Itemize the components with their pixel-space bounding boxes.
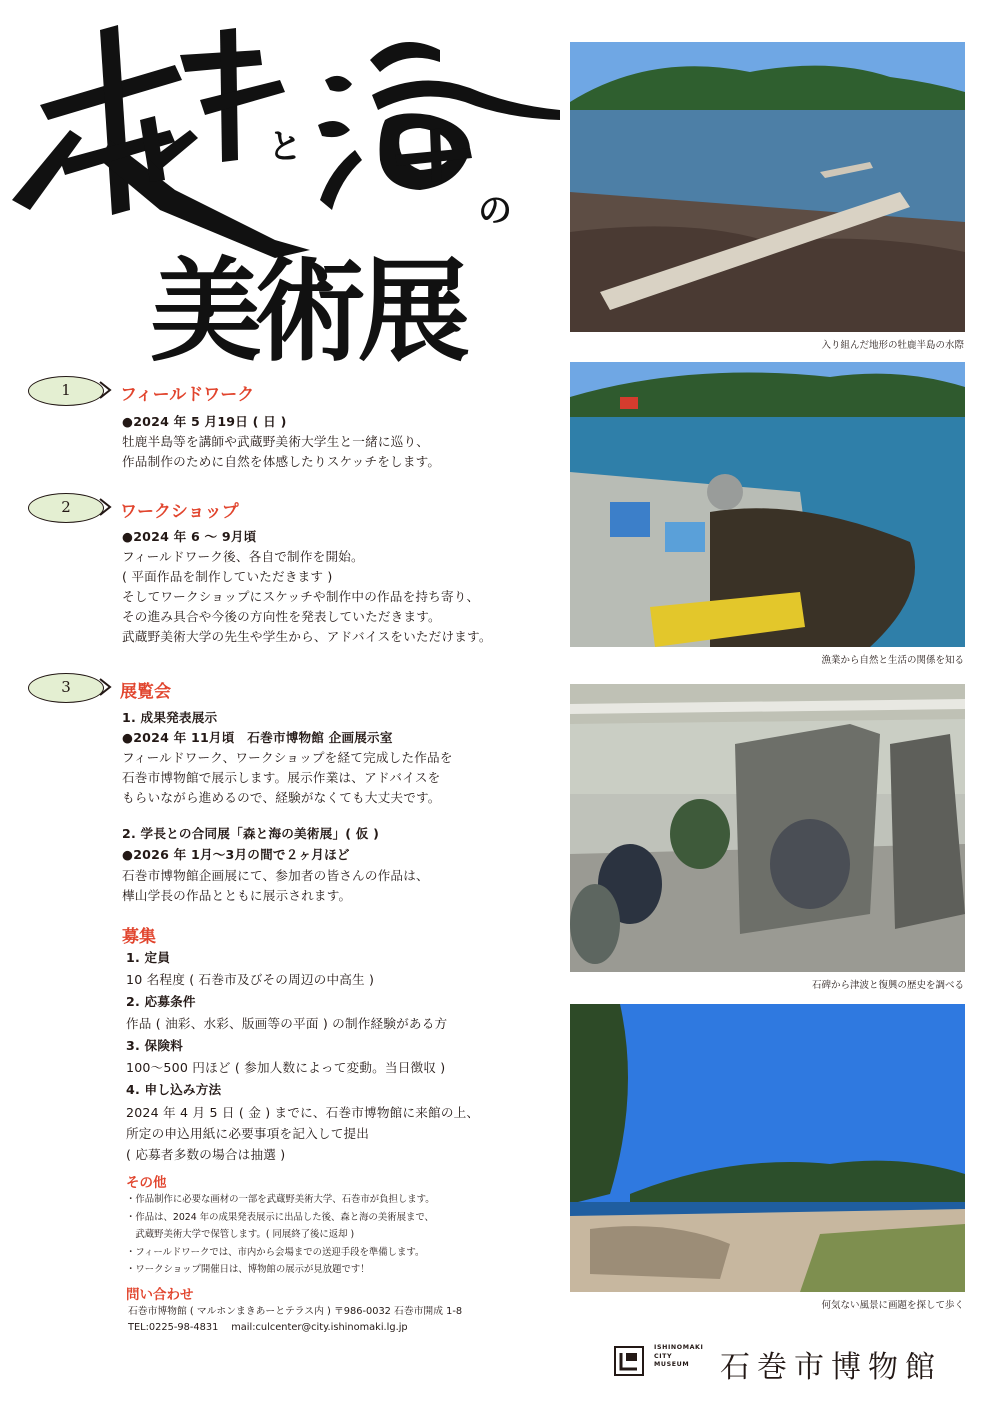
other-notes: ・作品制作に必要な画材の一部を武蔵野美術大学、石巻市が負担します。 ・作品は、2024 年の成果発表展示に出品した後、森と海の美術展まで、 武蔵野美術大学で保管します。( 同展終了後に返却 ) ・フィールドワークでは、市内から会場までの送迎手段を準備します。 ・ワークショップ開催日は、博物館の展示が見放題です！ bbox=[126, 1194, 435, 1275]
section-title-exhibition: 展覧会 bbox=[120, 682, 171, 702]
photo-landscape-walk bbox=[570, 1004, 965, 1292]
exhibition-title bbox=[0, 10, 560, 370]
workshop-description: フィールドワーク後、各自で制作を開始。 ( 平面作品を制作していただきます ) そしてワークショップにスケッチや制作中の作品を持ち寄り、 その進み具合や今後の方向性を発表していただきます。 武蔵野美術大学の先生や学生から、アドバイスをいただけます。 bbox=[122, 549, 492, 644]
title-no: の bbox=[478, 191, 512, 231]
section-number-1: 1 bbox=[28, 376, 104, 406]
photo-fishing-boat bbox=[570, 362, 965, 647]
other-title: その他 bbox=[126, 1175, 167, 1191]
museum-logo bbox=[614, 1344, 974, 1384]
exhibition-sub2-description: 石巻市博物館企画展にて、参加者の皆さんの作品は、 樺山学長の作品とともに展示されます。 bbox=[122, 868, 429, 903]
recruit-item-label: 2. 応募条件 bbox=[126, 994, 196, 1009]
exhibition-sub1-title: 1. 成果発表展示 bbox=[122, 710, 218, 725]
title-brush-mori bbox=[12, 25, 310, 258]
recruit-title: 募集 bbox=[122, 927, 156, 947]
exhibition-sub2-date: ●2026 年 1月〜3月の間で２ヶ月ほど bbox=[122, 847, 350, 862]
photo-waterside bbox=[570, 42, 965, 332]
museum-logo-japanese: 石巻市博物館 bbox=[720, 1350, 942, 1385]
contact-title: 問い合わせ bbox=[126, 1287, 194, 1303]
photo-caption: 石碑から津波と復興の歴史を調べる bbox=[811, 980, 964, 991]
title-to: と bbox=[268, 127, 302, 167]
photo-stone-monument bbox=[570, 684, 965, 972]
exhibition-sub1-description: フィールドワーク、ワークショップを経て完成した作品を 石巻市博物館で展示します。展示作業は、アドバイスを もらいながら進めるので、経験がなくても大丈夫です。 bbox=[122, 750, 453, 805]
section-number-3: 3 bbox=[28, 673, 104, 703]
section-number-2: 2 bbox=[28, 493, 104, 523]
photo-caption: 何気ない風景に画題を探して歩く bbox=[821, 1300, 964, 1311]
title-brush-umi bbox=[318, 42, 560, 210]
photo-caption: 漁業から自然と生活の関係を知る bbox=[821, 655, 964, 666]
photo-caption: 入り組んだ地形の牡鹿半島の水際 bbox=[821, 340, 964, 351]
exhibition-sub1-date: ●2024 年 11月頃 石巻市博物館 企画展示室 bbox=[122, 730, 393, 745]
section-title-fieldwork: フィールドワーク bbox=[120, 385, 255, 405]
recruit-item-text: 10 名程度 ( 石巻市及びその周辺の中高生 ) bbox=[126, 972, 375, 987]
chevron-right-icon bbox=[98, 381, 112, 399]
recruit-item-label: 3. 保険料 bbox=[126, 1038, 183, 1053]
museum-logo-english: ISHINOMAKI CITY MUSEUM bbox=[654, 1344, 704, 1369]
chevron-right-icon bbox=[98, 678, 112, 696]
fieldwork-description: 牡鹿半島等を講師や武蔵野美術大学生と一緒に巡り、 作品制作のために自然を体感したりスケッチをします。 bbox=[122, 434, 441, 469]
chevron-right-icon bbox=[98, 498, 112, 516]
contact-details: 石巻市博物館 ( マルホンまきあーとテラス内 ) 〒986-0032 石巻市開成 1-8 TEL:0225-98-4831 mail:culcenter@city.ishinomaki.lg.jp bbox=[128, 1306, 463, 1333]
recruit-item-text: 作品 ( 油彩、水彩、版画等の平面 ) の制作経験がある方 bbox=[126, 1016, 448, 1031]
title-bijutsuten: 美術展 bbox=[150, 246, 462, 370]
recruit-item-label: 1. 定員 bbox=[126, 950, 171, 965]
exhibition-sub2-title: 2. 学長との合同展「森と海の美術展」( 仮 ) bbox=[122, 826, 380, 841]
fieldwork-date: ●2024 年 5 月19日 ( 日 ) bbox=[122, 414, 287, 429]
museum-logo-mark-icon bbox=[614, 1346, 644, 1376]
recruit-item-label: 4. 申し込み方法 bbox=[126, 1082, 222, 1097]
recruit-item-text: 100〜500 円ほど ( 参加人数によって変動。当日徴収 ) bbox=[126, 1060, 446, 1075]
workshop-date: ●2024 年 6 〜 9月頃 bbox=[122, 529, 257, 544]
recruit-item-text: 2024 年 4 月 5 日 ( 金 ) までに、石巻市博物館に来館の上、 所定の申込用紙に必要事項を記入して提出 ( 応募者多数の場合は抽選 ) bbox=[126, 1105, 480, 1162]
section-title-workshop: ワークショップ bbox=[120, 502, 239, 522]
